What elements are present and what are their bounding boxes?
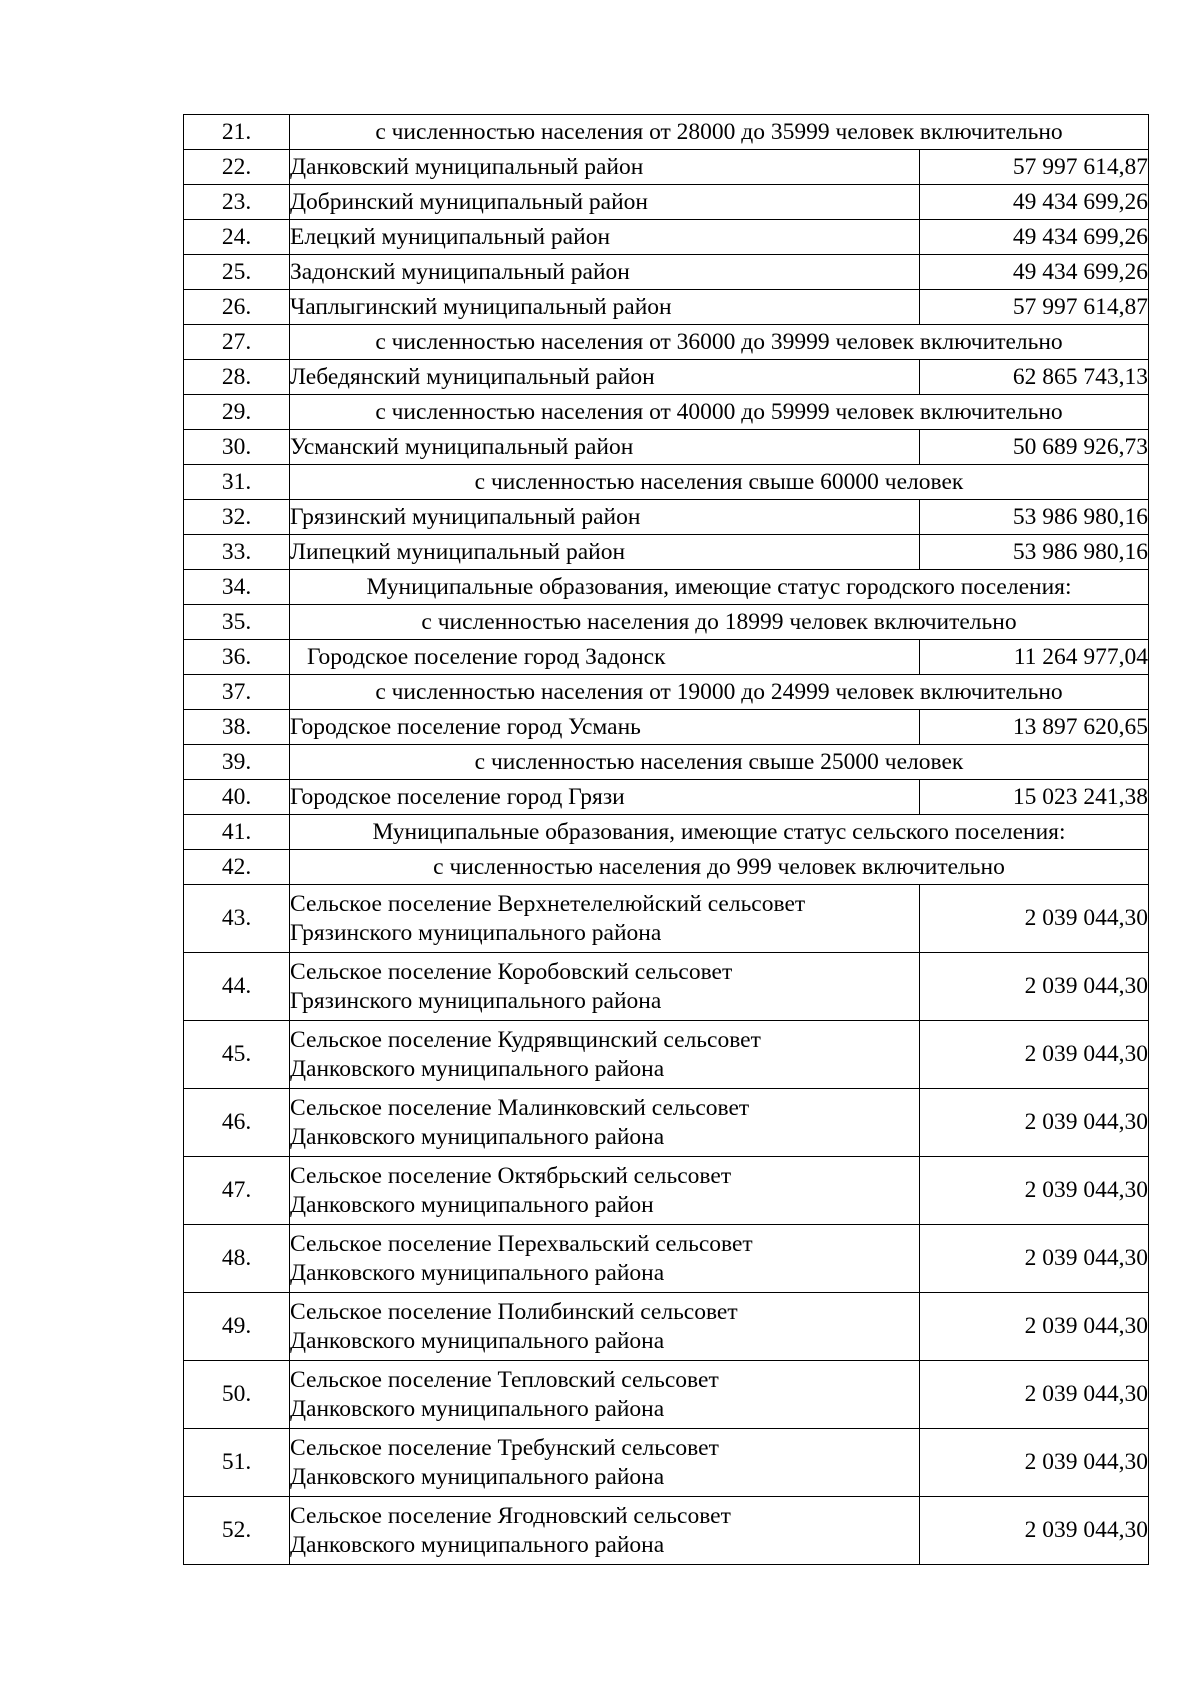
municipality-name: Добринский муниципальный район xyxy=(290,185,920,220)
row-number: 50. xyxy=(184,1361,290,1429)
row-number: 39. xyxy=(184,745,290,780)
amount-value: 2 039 044,30 xyxy=(920,1361,1149,1429)
row-number: 52. xyxy=(184,1497,290,1565)
row-number: 23. xyxy=(184,185,290,220)
row-number: 28. xyxy=(184,360,290,395)
amount-value: 49 434 699,26 xyxy=(920,220,1149,255)
amount-value: 2 039 044,30 xyxy=(920,1157,1149,1225)
table-row xyxy=(184,953,1149,1021)
amount-value: 13 897 620,65 xyxy=(920,710,1149,745)
table-row xyxy=(184,1021,1149,1089)
table-row xyxy=(184,1429,1149,1497)
section-header: с численностью населения до 18999 человек включительно xyxy=(290,605,1149,640)
row-number: 32. xyxy=(184,500,290,535)
section-header-row xyxy=(184,395,1149,430)
name-line-2: Грязинского муниципального района xyxy=(290,919,662,946)
amount-value: 57 997 614,87 xyxy=(920,150,1149,185)
municipality-name: Усманский муниципальный район xyxy=(290,430,920,465)
section-header: с численностью населения от 19000 до 24999 человек включительно xyxy=(290,675,1149,710)
section-header-row xyxy=(184,115,1149,150)
section-header-row xyxy=(184,325,1149,360)
table-row xyxy=(184,360,1149,395)
name-line-1: Сельское поселение Коробовский сельсовет xyxy=(290,958,733,985)
row-number: 30. xyxy=(184,430,290,465)
amount-value: 2 039 044,30 xyxy=(920,1293,1149,1361)
section-header: с численностью населения свыше 25000 человек xyxy=(290,745,1149,780)
section-header-row xyxy=(184,605,1149,640)
row-number: 44. xyxy=(184,953,290,1021)
table-row xyxy=(184,1089,1149,1157)
table-row xyxy=(184,780,1149,815)
name-line-1: Сельское поселение Октябрьский сельсовет xyxy=(290,1162,732,1189)
amount-value: 2 039 044,30 xyxy=(920,885,1149,953)
amount-value: 57 997 614,87 xyxy=(920,290,1149,325)
name-line-1: Сельское поселение Полибинский сельсовет xyxy=(290,1298,738,1325)
municipality-name xyxy=(290,1361,920,1429)
amount-value: 2 039 044,30 xyxy=(920,1225,1149,1293)
section-header: с численностью населения свыше 60000 человек xyxy=(290,465,1149,500)
row-number: 25. xyxy=(184,255,290,290)
table-row xyxy=(184,1225,1149,1293)
table-row xyxy=(184,535,1149,570)
row-number: 46. xyxy=(184,1089,290,1157)
table-row xyxy=(184,640,1149,675)
name-line-1: Сельское поселение Перехвальский сельсовет xyxy=(290,1230,753,1257)
row-number: 38. xyxy=(184,710,290,745)
table-row xyxy=(184,430,1149,465)
municipality-name: Данковский муниципальный район xyxy=(290,150,920,185)
name-line-1: Сельское поселение Малинковский сельсовет xyxy=(290,1094,750,1121)
section-header-row xyxy=(184,465,1149,500)
amount-value: 49 434 699,26 xyxy=(920,255,1149,290)
row-number: 34. xyxy=(184,570,290,605)
municipality-name xyxy=(290,1225,920,1293)
table-row xyxy=(184,1497,1149,1565)
row-number: 21. xyxy=(184,115,290,150)
name-line-2: Данковского муниципального района xyxy=(290,1123,665,1150)
name-line-2: Данковского муниципального района xyxy=(290,1531,665,1558)
table-row xyxy=(184,1361,1149,1429)
amount-value: 11 264 977,04 xyxy=(920,640,1149,675)
section-header: с численностью населения от 36000 до 39999 человек включительно xyxy=(290,325,1149,360)
amount-value: 53 986 980,16 xyxy=(920,500,1149,535)
amount-value: 2 039 044,30 xyxy=(920,1497,1149,1565)
table-row xyxy=(184,290,1149,325)
municipality-name xyxy=(290,1089,920,1157)
table-row xyxy=(184,710,1149,745)
section-header: с численностью населения до 999 человек включительно xyxy=(290,850,1149,885)
row-number: 47. xyxy=(184,1157,290,1225)
table-row xyxy=(184,1293,1149,1361)
municipality-name: Елецкий муниципальный район xyxy=(290,220,920,255)
amount-value: 62 865 743,13 xyxy=(920,360,1149,395)
municipality-name: Городское поселение город Задонск xyxy=(290,640,920,675)
row-number: 41. xyxy=(184,815,290,850)
table-row xyxy=(184,1157,1149,1225)
amount-value: 53 986 980,16 xyxy=(920,535,1149,570)
section-header: с численностью населения от 40000 до 59999 человек включительно xyxy=(290,395,1149,430)
amount-value: 15 023 241,38 xyxy=(920,780,1149,815)
municipality-name xyxy=(290,953,920,1021)
row-number: 22. xyxy=(184,150,290,185)
name-line-2: Данковского муниципального района xyxy=(290,1259,665,1286)
name-line-2: Данковского муниципального район xyxy=(290,1191,654,1218)
name-line-1: Сельское поселение Кудрявщинский сельсовет xyxy=(290,1026,761,1053)
table-row xyxy=(184,220,1149,255)
row-number: 36. xyxy=(184,640,290,675)
municipality-name xyxy=(290,1497,920,1565)
row-number: 35. xyxy=(184,605,290,640)
table-row xyxy=(184,500,1149,535)
municipality-name xyxy=(290,885,920,953)
table-row xyxy=(184,255,1149,290)
row-number: 49. xyxy=(184,1293,290,1361)
municipality-name: Городское поселение город Усмань xyxy=(290,710,920,745)
row-number: 27. xyxy=(184,325,290,360)
name-line-2: Данковского муниципального района xyxy=(290,1327,665,1354)
amount-value: 2 039 044,30 xyxy=(920,953,1149,1021)
name-line-1: Сельское поселение Ягодновский сельсовет xyxy=(290,1502,731,1529)
row-number: 48. xyxy=(184,1225,290,1293)
table-row xyxy=(184,885,1149,953)
section-header-row xyxy=(184,745,1149,780)
name-line-2: Грязинского муниципального района xyxy=(290,987,662,1014)
row-number: 43. xyxy=(184,885,290,953)
row-number: 45. xyxy=(184,1021,290,1089)
table-row xyxy=(184,150,1149,185)
table-row xyxy=(184,185,1149,220)
municipality-name: Городское поселение город Грязи xyxy=(290,780,920,815)
amount-value: 50 689 926,73 xyxy=(920,430,1149,465)
row-number: 29. xyxy=(184,395,290,430)
name-line-2: Данковского муниципального района xyxy=(290,1055,665,1082)
row-number: 42. xyxy=(184,850,290,885)
section-header-row xyxy=(184,675,1149,710)
municipality-name xyxy=(290,1157,920,1225)
name-line-2: Данковского муниципального района xyxy=(290,1395,665,1422)
name-line-1: Сельское поселение Требунский сельсовет xyxy=(290,1434,719,1461)
name-line-2: Данковского муниципального района xyxy=(290,1463,665,1490)
municipality-name: Лебедянский муниципальный район xyxy=(290,360,920,395)
municipality-name xyxy=(290,1429,920,1497)
section-header: Муниципальные образования, имеющие статус городского поселения: xyxy=(290,570,1149,605)
name-line-1: Сельское поселение Тепловский сельсовет xyxy=(290,1366,719,1393)
municipality-name xyxy=(290,1021,920,1089)
allocation-table xyxy=(183,114,1149,1565)
row-number: 31. xyxy=(184,465,290,500)
municipality-name xyxy=(290,1293,920,1361)
municipality-name: Грязинский муниципальный район xyxy=(290,500,920,535)
section-header: Муниципальные образования, имеющие статус сельского поселения: xyxy=(290,815,1149,850)
row-number: 37. xyxy=(184,675,290,710)
municipality-name: Чаплыгинский муниципальный район xyxy=(290,290,920,325)
row-number: 51. xyxy=(184,1429,290,1497)
name-line-1: Сельское поселение Верхнетелелюйский сельсовет xyxy=(290,890,806,917)
municipality-name: Задонский муниципальный район xyxy=(290,255,920,290)
amount-value: 2 039 044,30 xyxy=(920,1429,1149,1497)
amount-value: 2 039 044,30 xyxy=(920,1021,1149,1089)
section-header-row xyxy=(184,815,1149,850)
amount-value: 2 039 044,30 xyxy=(920,1089,1149,1157)
row-number: 33. xyxy=(184,535,290,570)
section-header-row xyxy=(184,570,1149,605)
municipality-name: Липецкий муниципальный район xyxy=(290,535,920,570)
amount-value: 49 434 699,26 xyxy=(920,185,1149,220)
row-number: 24. xyxy=(184,220,290,255)
section-header: с численностью населения от 28000 до 35999 человек включительно xyxy=(290,115,1149,150)
row-number: 40. xyxy=(184,780,290,815)
section-header-row xyxy=(184,850,1149,885)
row-number: 26. xyxy=(184,290,290,325)
